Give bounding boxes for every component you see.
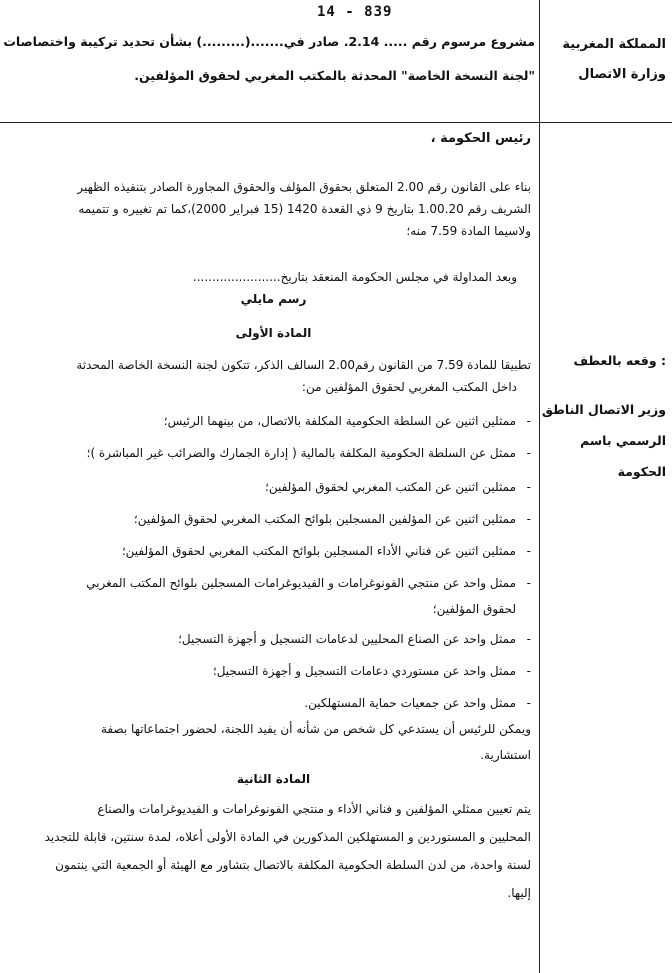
- article-1-title: المادة الأولى: [235, 326, 312, 340]
- member-item-9: - ممثل واحد عن جمعيات حماية المستهلكين.: [16, 692, 531, 714]
- member-item-6-continuation: لحقوق المؤلفين؛: [432, 602, 516, 616]
- document-title-line-2: "لجنة النسخة الخاصة" المحدثة بالمكتب المغربي لحقوق المؤلفين.: [134, 68, 535, 83]
- preamble-line-2: الشريف رقم 1.00.20 بتاريخ 9 ذي القعدة 1420 (15 فبراير 2000)،كما تم تغييره و تتميمه: [78, 202, 531, 216]
- member-item-5: - ممثلين اثنين عن فناني الأداء المسجلين بلوائح المكتب المغربي لحقوق المؤلفين؛: [16, 540, 531, 562]
- preamble-line-1: بناء على القانون رقم 2.00 المتعلق بحقوق المؤلف والحقوق المجاورة الصادر بتنفيذه الظهير: [77, 180, 531, 194]
- deliberation: وبعد المداولة في مجلس الحكومة المنعقد بتاريخ.......................: [192, 270, 517, 284]
- member-item-7: - ممثل واحد عن الصناع المحليين لدعامات التسجيل و أجهزة التسجيل؛: [16, 628, 531, 650]
- president-clause-line-2: استشارية.: [480, 748, 531, 762]
- reference-number: 14 - 839: [317, 4, 393, 20]
- article-2-line-4: إليها.: [507, 886, 531, 900]
- kingdom-label: المملكة المغربية: [562, 37, 666, 52]
- article-1-line-1: تطبيقا للمادة 7.59 من القانون رقم2.00 السالف الذكر، تتكون لجنة النسخة الخاصة المحدثة: [76, 358, 531, 372]
- ministry-label: وزارة الاتصال: [578, 67, 666, 82]
- signatory-line-1: وزير الاتصال الناطق: [541, 402, 666, 417]
- member-item-3: - ممثلين اثنين عن المكتب المغربي لحقوق المؤلفين؛: [16, 476, 531, 498]
- member-item-4: - ممثلين اثنين عن المؤلفين المسجلين بلوائح المكتب المغربي لحقوق المؤلفين؛: [16, 508, 531, 530]
- addressee: رئيس الحكومة ،: [430, 131, 531, 146]
- signatory-line-2: الرسمي باسم: [580, 433, 666, 448]
- member-item-2: - ممثل عن السلطة الحكومية المكلفة بالمالية ( إدارة الجمارك والضرائب غير المباشرة )؛: [16, 442, 531, 464]
- signatory-line-3: الحكومة: [617, 464, 666, 479]
- sidebar-signature: [540, 345, 666, 487]
- member-item-1: - ممثلين اثنين عن السلطة الحكومية المكلفة بالاتصال، من بينهما الرئيس؛: [16, 410, 531, 432]
- article-2-line-1: يتم تعيين ممثلي المؤلفين و فناني الأداء و منتجي الفونوغرامات و الفيديوغرامات والصناع: [97, 802, 531, 816]
- document-title-line-1: مشروع مرسوم رقم ..... 2.14. صادر في.......(.........) بشأن تحديد تركيبة واختصاصات: [3, 34, 535, 49]
- article-2-line-2: المحليين و المستوردين و المستهلكين المذكورين في المادة الأولى أعلاه، لمدة سنتين، قابلة للتجديد: [44, 830, 531, 844]
- article-1-line-2: داخل المكتب المغربي لحقوق المؤلفين من:: [301, 380, 517, 394]
- member-item-6: - ممثل واحد عن منتجي الفونوغرامات و الفيديوغرامات المسجلين بلوائح المكتب المغربي: [16, 572, 531, 594]
- countersigned-label: وقعه بالعطف :: [573, 353, 666, 368]
- decree-title: رسم مايلي: [240, 292, 307, 306]
- president-clause-line-1: ويمكن للرئيس أن يستدعي كل شخص من شأنه أن يفيد اللجنة، لحضور اجتماعاتها بصفة: [100, 722, 531, 736]
- header-divider: [0, 122, 672, 123]
- article-2-title: المادة الثانية: [236, 772, 311, 786]
- sidebar-header: [540, 30, 666, 90]
- member-item-8: - ممثل واحد عن مستوردي دعامات التسجيل و أجهزة التسجيل؛: [16, 660, 531, 682]
- preamble-line-3: ولاسيما المادة 7.59 منه؛: [406, 224, 531, 238]
- article-2-line-3: لسنة واحدة، من لدن السلطة الحكومية المكلفة بالاتصال بتشاور مع الهيئة أو الجمعية التي ينتمون: [55, 858, 531, 872]
